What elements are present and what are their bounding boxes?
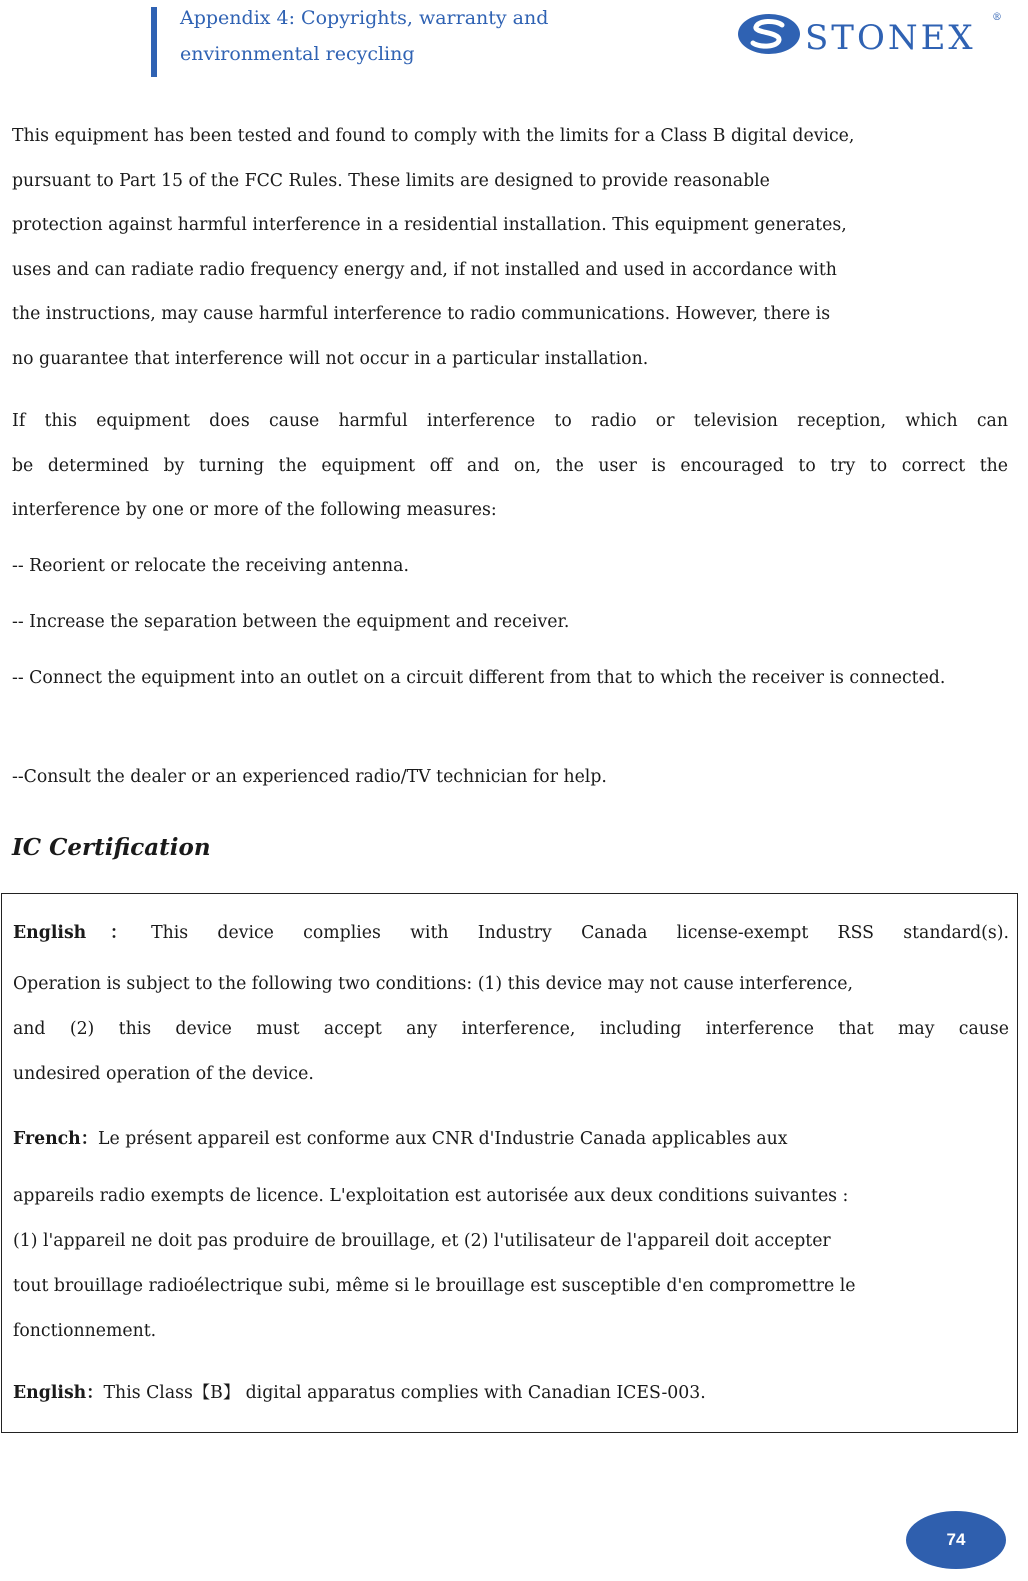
french-text: Le présent appareil est conforme aux CNR d'Industrie Canada applicables aux [98,1129,788,1149]
fcc-paragraph-2 [12,399,1008,533]
logo-registered-mark: ® [992,12,1002,23]
text-line: pursuant to Part 15 of the FCC Rules. These limits are designed to provide reasonable [12,170,770,191]
french-statement-line [13,1117,1009,1161]
french-label: French： [13,1129,98,1149]
ic-certification-heading: IC Certification [12,834,211,861]
english-statement-line [13,911,1009,955]
french-statement-line: fonctionnement. [13,1321,157,1341]
text-line: no guarantee that interference will not occur in a particular installation. [12,348,649,369]
header-title-line-1: Appendix 4: Copyrights, warranty and [180,7,549,29]
text-line: If this equipment does cause harmful interference to radio or television reception, which can [12,411,1008,431]
measure-item: --Consult the dealer or an experienced radio/TV technician for help. [12,767,607,787]
page-number-badge: 74 [906,1511,1006,1569]
text-line: the instructions, may cause harmful interference to radio communications. However, there is [12,304,831,324]
text-line: protection against harmful interference in a residential installation. This equipment generates, [12,215,847,235]
header-title [180,0,700,72]
english-statement-line: Operation is subject to the following two conditions: (1) this device may not cause interference, [13,974,853,994]
text-line: interference by one or more of the following measures: [12,500,497,520]
measure-item: -- Increase the separation between the equipment and receiver. [12,612,570,632]
logo-wordmark: STONEX [805,18,976,58]
ices-text: This Class【B】 digital apparatus complies with Canadian ICES-003. [103,1383,706,1403]
ic-certification-box [1,893,1018,1433]
measure-item: -- Connect the equipment into an outlet on a circuit different from that to which the receiver is connected. [12,668,946,688]
english-statement-line: undesired operation of the device. [13,1064,314,1084]
english-label: English： [13,1383,104,1403]
ices-statement-line [13,1371,1009,1415]
french-statement-line: appareils radio exempts de licence. L'exploitation est autorisée aux deux conditions suivantes : [13,1186,849,1206]
english-statement-line: and (2) this device must accept any interference, including interference that may cause [13,1019,1009,1039]
header-title-line-2: environmental recycling [180,43,415,65]
english-label: English： [13,923,152,943]
header-accent-bar [151,7,157,77]
measure-item: -- Reorient or relocate the receiving antenna. [12,556,409,576]
text-line: This equipment has been tested and found to comply with the limits for a Class B digital device, [12,126,855,146]
english-text: This device complies with Industry Canada license-exempt RSS standard(s). [151,923,1009,943]
text-line: be determined by turning the equipment off and on, the user is encouraged to try to correct the [12,455,1008,476]
text-line: uses and can radiate radio frequency energy and, if not installed and used in accordance with [12,259,837,280]
french-statement-line: (1) l'appareil ne doit pas produire de brouillage, et (2) l'utilisateur de l'appareil doit accepter [13,1231,831,1251]
fcc-paragraph-1 [12,114,1008,381]
stonex-logo-icon [736,12,802,56]
french-statement-line: tout brouillage radioélectrique subi, même si le brouillage est susceptible d'en compromettre le [13,1276,856,1296]
